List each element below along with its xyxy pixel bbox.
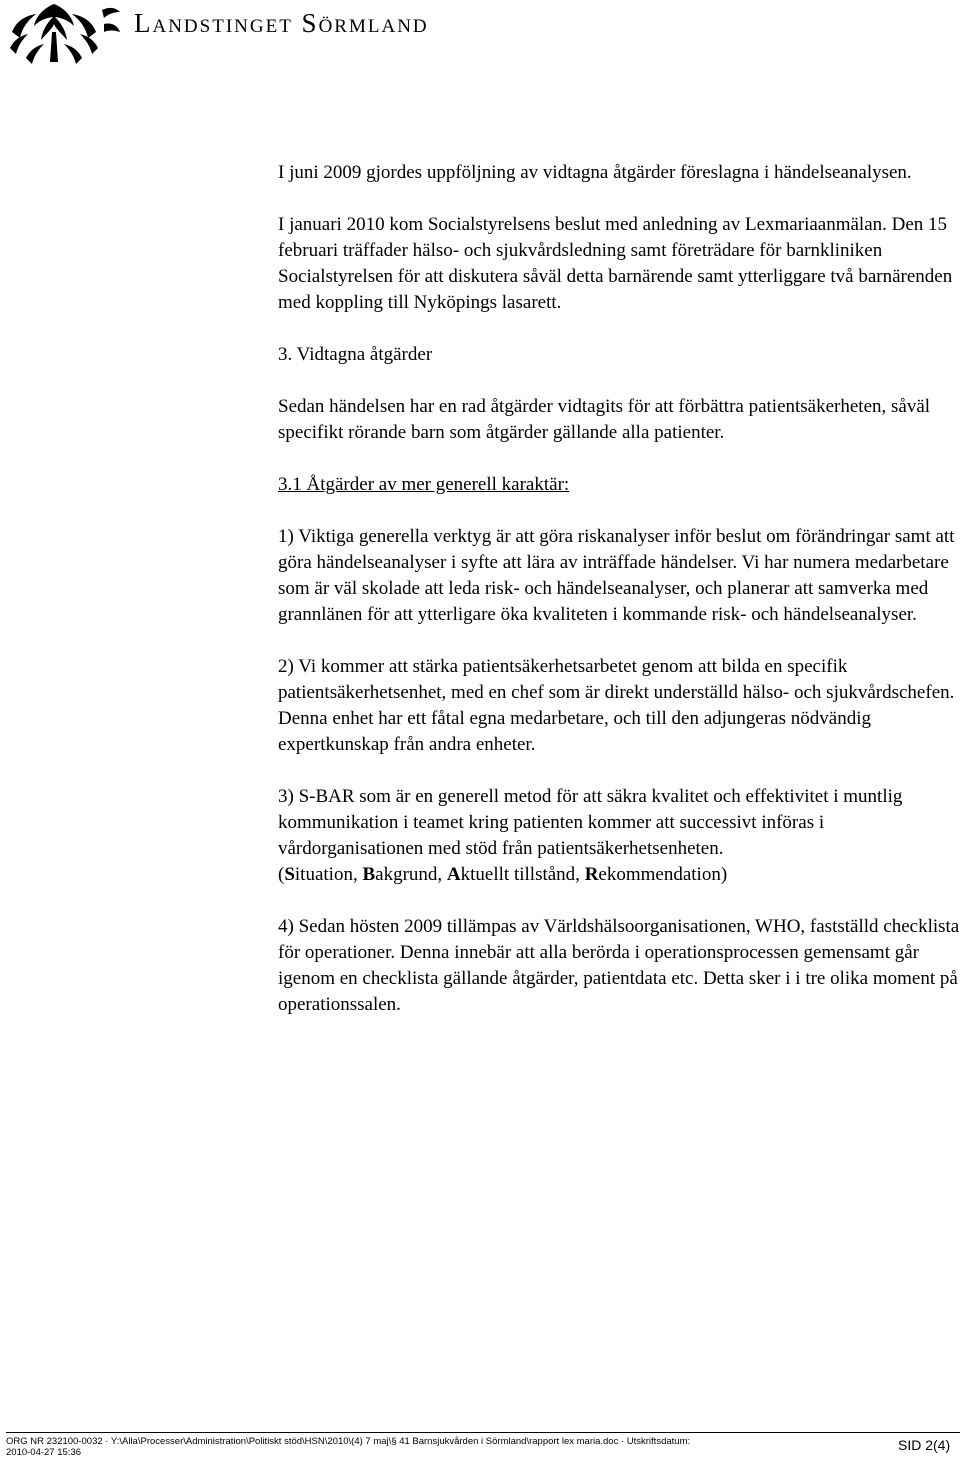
page-number: SID 2(4) bbox=[898, 1437, 951, 1453]
sbar-r-rest: ekommendation) bbox=[598, 864, 728, 885]
section-heading-3-1: 3.1 Åtgärder av mer generell karaktär: bbox=[278, 474, 570, 495]
sbar-s: S bbox=[284, 864, 295, 885]
list-item-1: 1) Viktiga generella verktyg är att göra riskanalyser inför beslut om förändringar samt att göra händelseanalyser i syfte att lära av inträffade händelser. Vi har numera medarbetare som är väl skolade att leda risk- och händelseanalyser, och planerar att samverka med grannlänen för att ytterligare öka kvaliteten i kommande risk- och händelseanalyser. bbox=[278, 526, 955, 625]
org-name: Landstinget Sörmland bbox=[134, 8, 429, 38]
paragraph-socialstyrelsen: I januari 2010 kom Socialstyrelsens beslut med anledning av Lexmariaanmälan. Den 15 februari träffader hälso- och sjukvårdsledning samt företrädare för barnkliniken Socialstyrelsen för att diskutera såväl detta barnärende samt ytterliggare två barnärenden med koppling till Nyköpings lasarett. bbox=[278, 214, 953, 313]
paragraph-measures-intro: Sedan händelsen har en rad åtgärder vidtagits för att förbättra patientsäkerheten, såväl specifikt rörande barn som åtgärder gällande alla patienter. bbox=[278, 396, 931, 443]
list-item-3 bbox=[278, 784, 960, 888]
sbar-b-rest: akgrund, bbox=[375, 864, 447, 885]
section-heading-3: 3. Vidtagna åtgärder bbox=[278, 344, 433, 365]
tree-logo bbox=[6, 2, 122, 66]
list-item-4: 4) Sedan hösten 2009 tillämpas av Världshälsoorganisationen, WHO, fastställd checklista för operationer. Denna innebär att alla berörda i operationsprocessen gemensamt går igenom en checklista gällande åtgärder, patientdata etc. Detta sker i i tre olika moment på operationssalen. bbox=[278, 916, 960, 1015]
footer-document-info: ORG NR 232100-0032 · Y:\Alla\Processer\Administration\Politiskt stöd\HSN\2010\(4) 7 maj\§ 41 Barnsjukvården i Sörmland\rapport lex maria.doc · Utskriftsdatum: 2010-04-27 15:36 bbox=[6, 1436, 691, 1458]
footer-divider bbox=[6, 1432, 960, 1433]
document-body bbox=[278, 160, 960, 1044]
sbar-b: B bbox=[362, 864, 376, 885]
sbar-a: A bbox=[446, 864, 461, 885]
sbar-open-paren: ( bbox=[278, 864, 285, 885]
list-item-3-text: 3) S-BAR som är en generell metod för att säkra kvalitet och effektivitet i muntlig kommunikation i teamet kring patienten kommer att successivt införas i vårdorganisationen med stöd från patientsäkerhetsenheten. bbox=[278, 786, 903, 859]
sbar-r: R bbox=[584, 864, 599, 885]
sbar-a-rest: ktuellt tillstånd, bbox=[460, 864, 585, 885]
paragraph-follow-up: I juni 2009 gjordes uppföljning av vidtagna åtgärder föreslagna i händelseanalysen. bbox=[278, 162, 912, 183]
list-item-2: 2) Vi kommer att stärka patientsäkerhetsarbetet genom att bilda en specifik patientsäkerhetsenhet, med en chef som är direkt underställd hälso- och sjukvårdschefen. Denna enhet har ett fåtal egna medarbetare, och till den adjungeras nödvändig expertkunskap från andra enheter. bbox=[278, 656, 955, 755]
sbar-s-rest: ituation, bbox=[294, 864, 363, 885]
